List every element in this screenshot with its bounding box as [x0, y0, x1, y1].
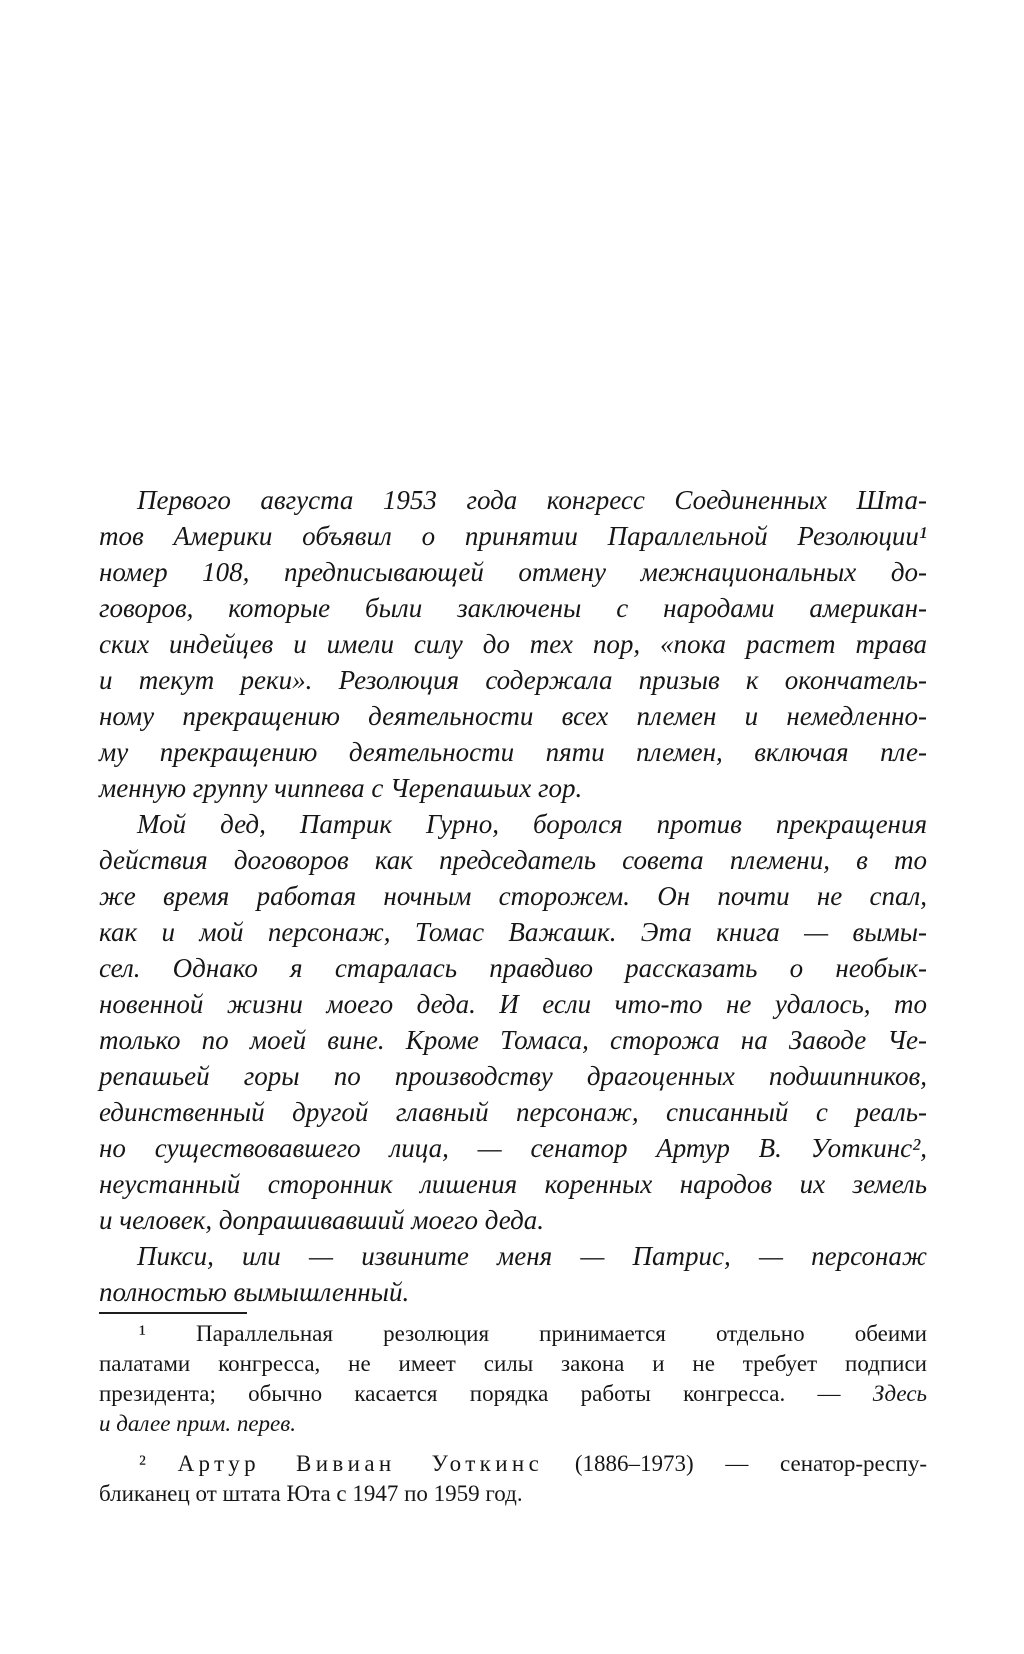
text-line: бликанец от штата Юта с 1947 по 1959 год. — [99, 1481, 523, 1506]
text-line: номер 108, предписывающей отмену межнациональных до- — [99, 557, 927, 587]
footnote-text: (1886–1973) — сенатор-респу- — [543, 1451, 927, 1476]
person-name: Артур Вивиан Уоткинс — [177, 1451, 544, 1476]
main-text-block — [99, 482, 927, 1310]
text-line: сел. Однако я старалась правдиво рассказать о необык- — [99, 953, 927, 983]
text-line — [99, 1449, 927, 1479]
text-line: ному прекращению деятельности всех племен и немедленно- — [99, 701, 927, 731]
text-line: репашьей горы по производству драгоценных подшипников, — [99, 1061, 927, 1091]
text-line: ских индейцев и имели силу до тех пор, «пока растет трава — [99, 629, 927, 659]
text-line: менную группу чиппева с Черепашьих гор. — [99, 773, 583, 803]
text-line: но существовавшего лица, — сенатор Артур В. Уоткинс², — [99, 1133, 927, 1163]
text-line: единственный другой главный персонаж, списанный с реаль- — [99, 1097, 927, 1127]
text-line: Первого августа 1953 года конгресс Соединенных Шта- — [137, 485, 927, 515]
paragraph-2 — [99, 806, 927, 1238]
footnote-2 — [99, 1449, 927, 1509]
footnote-text: президента; обычно касается порядка работы конгресса. — — [99, 1381, 841, 1406]
text-line: Пикси, или — извините меня — Патрис, — персонаж — [137, 1241, 927, 1271]
text-line: Мой дед, Патрик Гурно, боролся против прекращения — [137, 809, 927, 839]
text-line: и человек, допрашивавший моего деда. — [99, 1205, 545, 1235]
text-line: палатами конгресса, не имеет силы закона и не требует подписи — [99, 1351, 927, 1376]
footnotes-block — [99, 1319, 927, 1509]
text-line: полностью вымышленный. — [99, 1277, 410, 1307]
text-line — [99, 1379, 927, 1409]
text-line: как и мой персонаж, Томас Важашк. Эта книга — вымы- — [99, 917, 927, 947]
translator-note-label: Здесь — [840, 1381, 927, 1406]
footnote-1 — [99, 1319, 927, 1439]
text-line: говоров, которые были заключены с народами американ- — [99, 593, 927, 623]
text-line: неустанный сторонник лишения коренных народов их земель — [99, 1169, 927, 1199]
text-line: и текут реки». Резолюция содержала призыв к окончатель- — [99, 665, 927, 695]
translator-note-label: и далее прим. перев. — [99, 1411, 296, 1436]
text-line: только по моей вине. Кроме Томаса, сторожа на Заводе Че- — [99, 1025, 927, 1055]
text-line: ¹ Параллельная резолюция принимается отдельно обеими — [139, 1321, 927, 1346]
text-line: действия договоров как председатель совета племени, в то — [99, 845, 927, 875]
text-line: му прекращению деятельности пяти племен, включая пле- — [99, 737, 927, 767]
footnote-marker: ² — [139, 1451, 178, 1476]
text-line: новенной жизни моего деда. И если что-то не удалось, то — [99, 989, 927, 1019]
paragraph-3 — [99, 1238, 927, 1310]
paragraph-1 — [99, 482, 927, 806]
footnote-separator — [99, 1312, 247, 1314]
text-line: тов Америки объявил о принятии Параллельной Резолюции¹ — [99, 521, 927, 551]
text-line: же время работая ночным сторожем. Он почти не спал, — [99, 881, 927, 911]
